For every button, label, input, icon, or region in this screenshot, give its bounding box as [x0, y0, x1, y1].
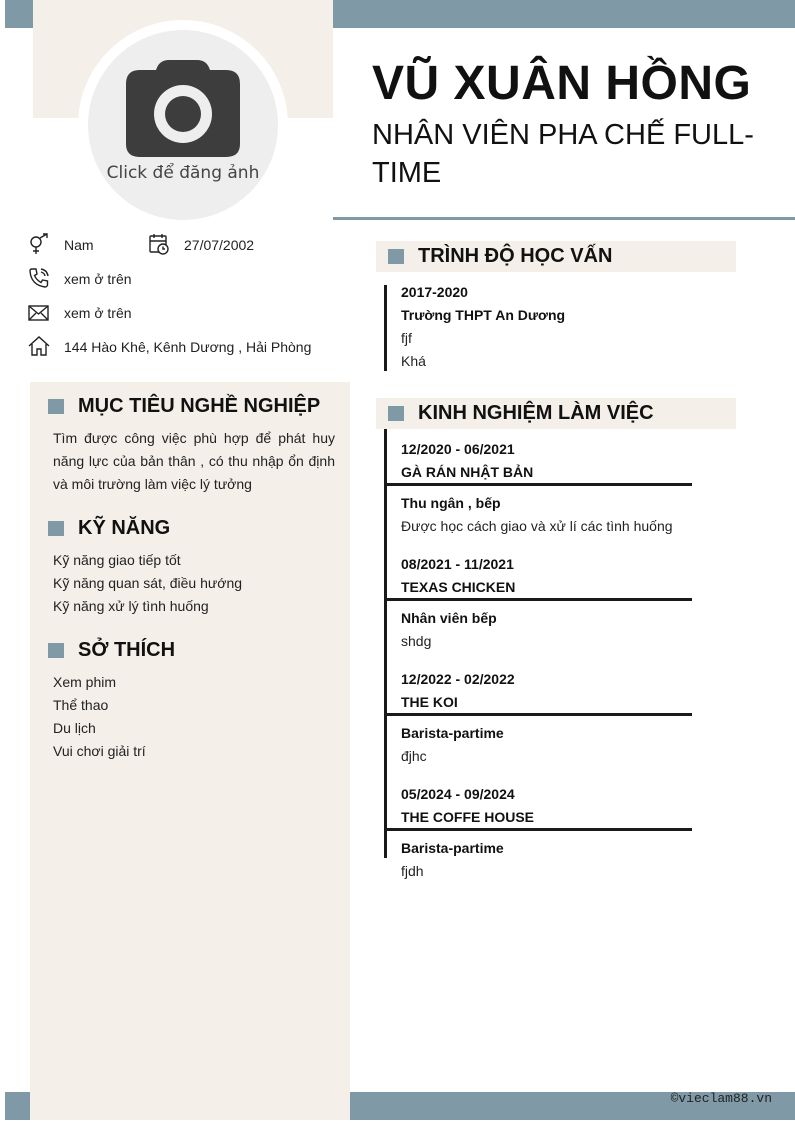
- objective-text: Tìm được công việc phù hợp để phát huy năng lực của bản thân , có thu nhập ổn định và môi trường làm việc lý tưởng: [53, 430, 335, 492]
- photo-caption: Click để đăng ảnh: [106, 163, 260, 183]
- entry-divider: [384, 483, 692, 486]
- list-item: Du lịch: [53, 720, 96, 736]
- section-marker: [48, 399, 64, 414]
- experience-company: THE COFFE HOUSE: [401, 809, 535, 825]
- list-item: Vui chơi giải trí: [53, 743, 146, 759]
- header-divider: [333, 217, 795, 220]
- education-timeline: [384, 285, 387, 371]
- experience-role: Barista-partime: [401, 840, 504, 856]
- home-icon: [28, 335, 50, 357]
- education-school: Trường THPT An Dương: [401, 307, 566, 323]
- experience-timeline: [384, 429, 387, 858]
- education-period: 2017-2020: [401, 284, 468, 300]
- section-marker: [48, 521, 64, 536]
- experience-company: TEXAS CHICKEN: [401, 579, 516, 595]
- list-item: Kỹ năng giao tiếp tốt: [53, 552, 181, 568]
- experience-desc: đjhc: [401, 748, 427, 764]
- experience-period: 08/2021 - 11/2021: [401, 556, 514, 572]
- experience-period: 12/2020 - 06/2021: [401, 441, 515, 457]
- entry-divider: [384, 713, 692, 716]
- experience-desc: Được học cách giao và xử lí các tình huống: [401, 518, 673, 534]
- experience-period: 05/2024 - 09/2024: [401, 786, 515, 802]
- address-text: 144 Hào Khê, Kênh Dương , Hải Phòng: [64, 339, 312, 355]
- objective-title: MỤC TIÊU NGHỀ NGHIỆP: [78, 395, 321, 417]
- phone-icon: [28, 267, 50, 289]
- list-item: Thể thao: [53, 697, 109, 713]
- experience-role: Nhân viên bếp: [401, 610, 497, 626]
- list-item: Xem phim: [53, 674, 117, 690]
- experience-desc: fjdh: [401, 863, 424, 879]
- entry-divider: [384, 828, 692, 831]
- birthdate-text: 27/07/2002: [184, 237, 255, 253]
- skills-list: [53, 549, 242, 618]
- camera-icon: [126, 58, 240, 158]
- email-icon: [28, 302, 50, 324]
- experience-title: KINH NGHIỆM LÀM VIỆC: [418, 402, 654, 424]
- experience-company: GÀ RÁN NHẬT BẢN: [401, 464, 534, 480]
- candidate-position: NHÂN VIÊN PHA CHẾ FULL-TIME: [372, 119, 754, 189]
- section-marker: [388, 406, 404, 421]
- list-item: Kỹ năng xử lý tình huống: [53, 598, 209, 614]
- hobbies-heading: [48, 639, 175, 662]
- education-major: fjf: [401, 330, 412, 346]
- list-item: Kỹ năng quan sát, điều hướng: [53, 575, 243, 591]
- education-grade: Khá: [401, 353, 426, 369]
- bottom-accent-bar-left: [5, 1092, 30, 1120]
- skills-title: KỸ NĂNG: [78, 517, 171, 539]
- section-marker: [388, 249, 404, 264]
- avatar-upload[interactable]: [88, 30, 278, 220]
- experience-desc: shdg: [401, 633, 432, 649]
- hobbies-title: SỞ THÍCH: [78, 639, 176, 661]
- experience-period: 12/2022 - 02/2022: [401, 671, 515, 687]
- skills-heading: [48, 517, 170, 540]
- objective-heading: [48, 395, 320, 418]
- gender-icon: [28, 233, 50, 255]
- entry-divider: [384, 598, 692, 601]
- experience-company: THE KOI: [401, 694, 458, 710]
- phone-text: xem ở trên: [64, 271, 132, 287]
- education-heading: [376, 241, 736, 272]
- experience-heading: [376, 398, 736, 429]
- hobbies-list: [53, 671, 146, 763]
- email-text: xem ở trên: [64, 305, 132, 321]
- candidate-name: VŨ XUÂN HỒNG: [372, 57, 752, 110]
- experience-role: Barista-partime: [401, 725, 504, 741]
- section-marker: [48, 643, 64, 658]
- gender-text: Nam: [64, 237, 94, 253]
- education-title: TRÌNH ĐỘ HỌC VẤN: [418, 245, 613, 267]
- watermark: ©vieclam88.vn: [670, 1091, 772, 1106]
- experience-role: Thu ngân , bếp: [401, 495, 501, 511]
- calendar-icon: [148, 233, 170, 255]
